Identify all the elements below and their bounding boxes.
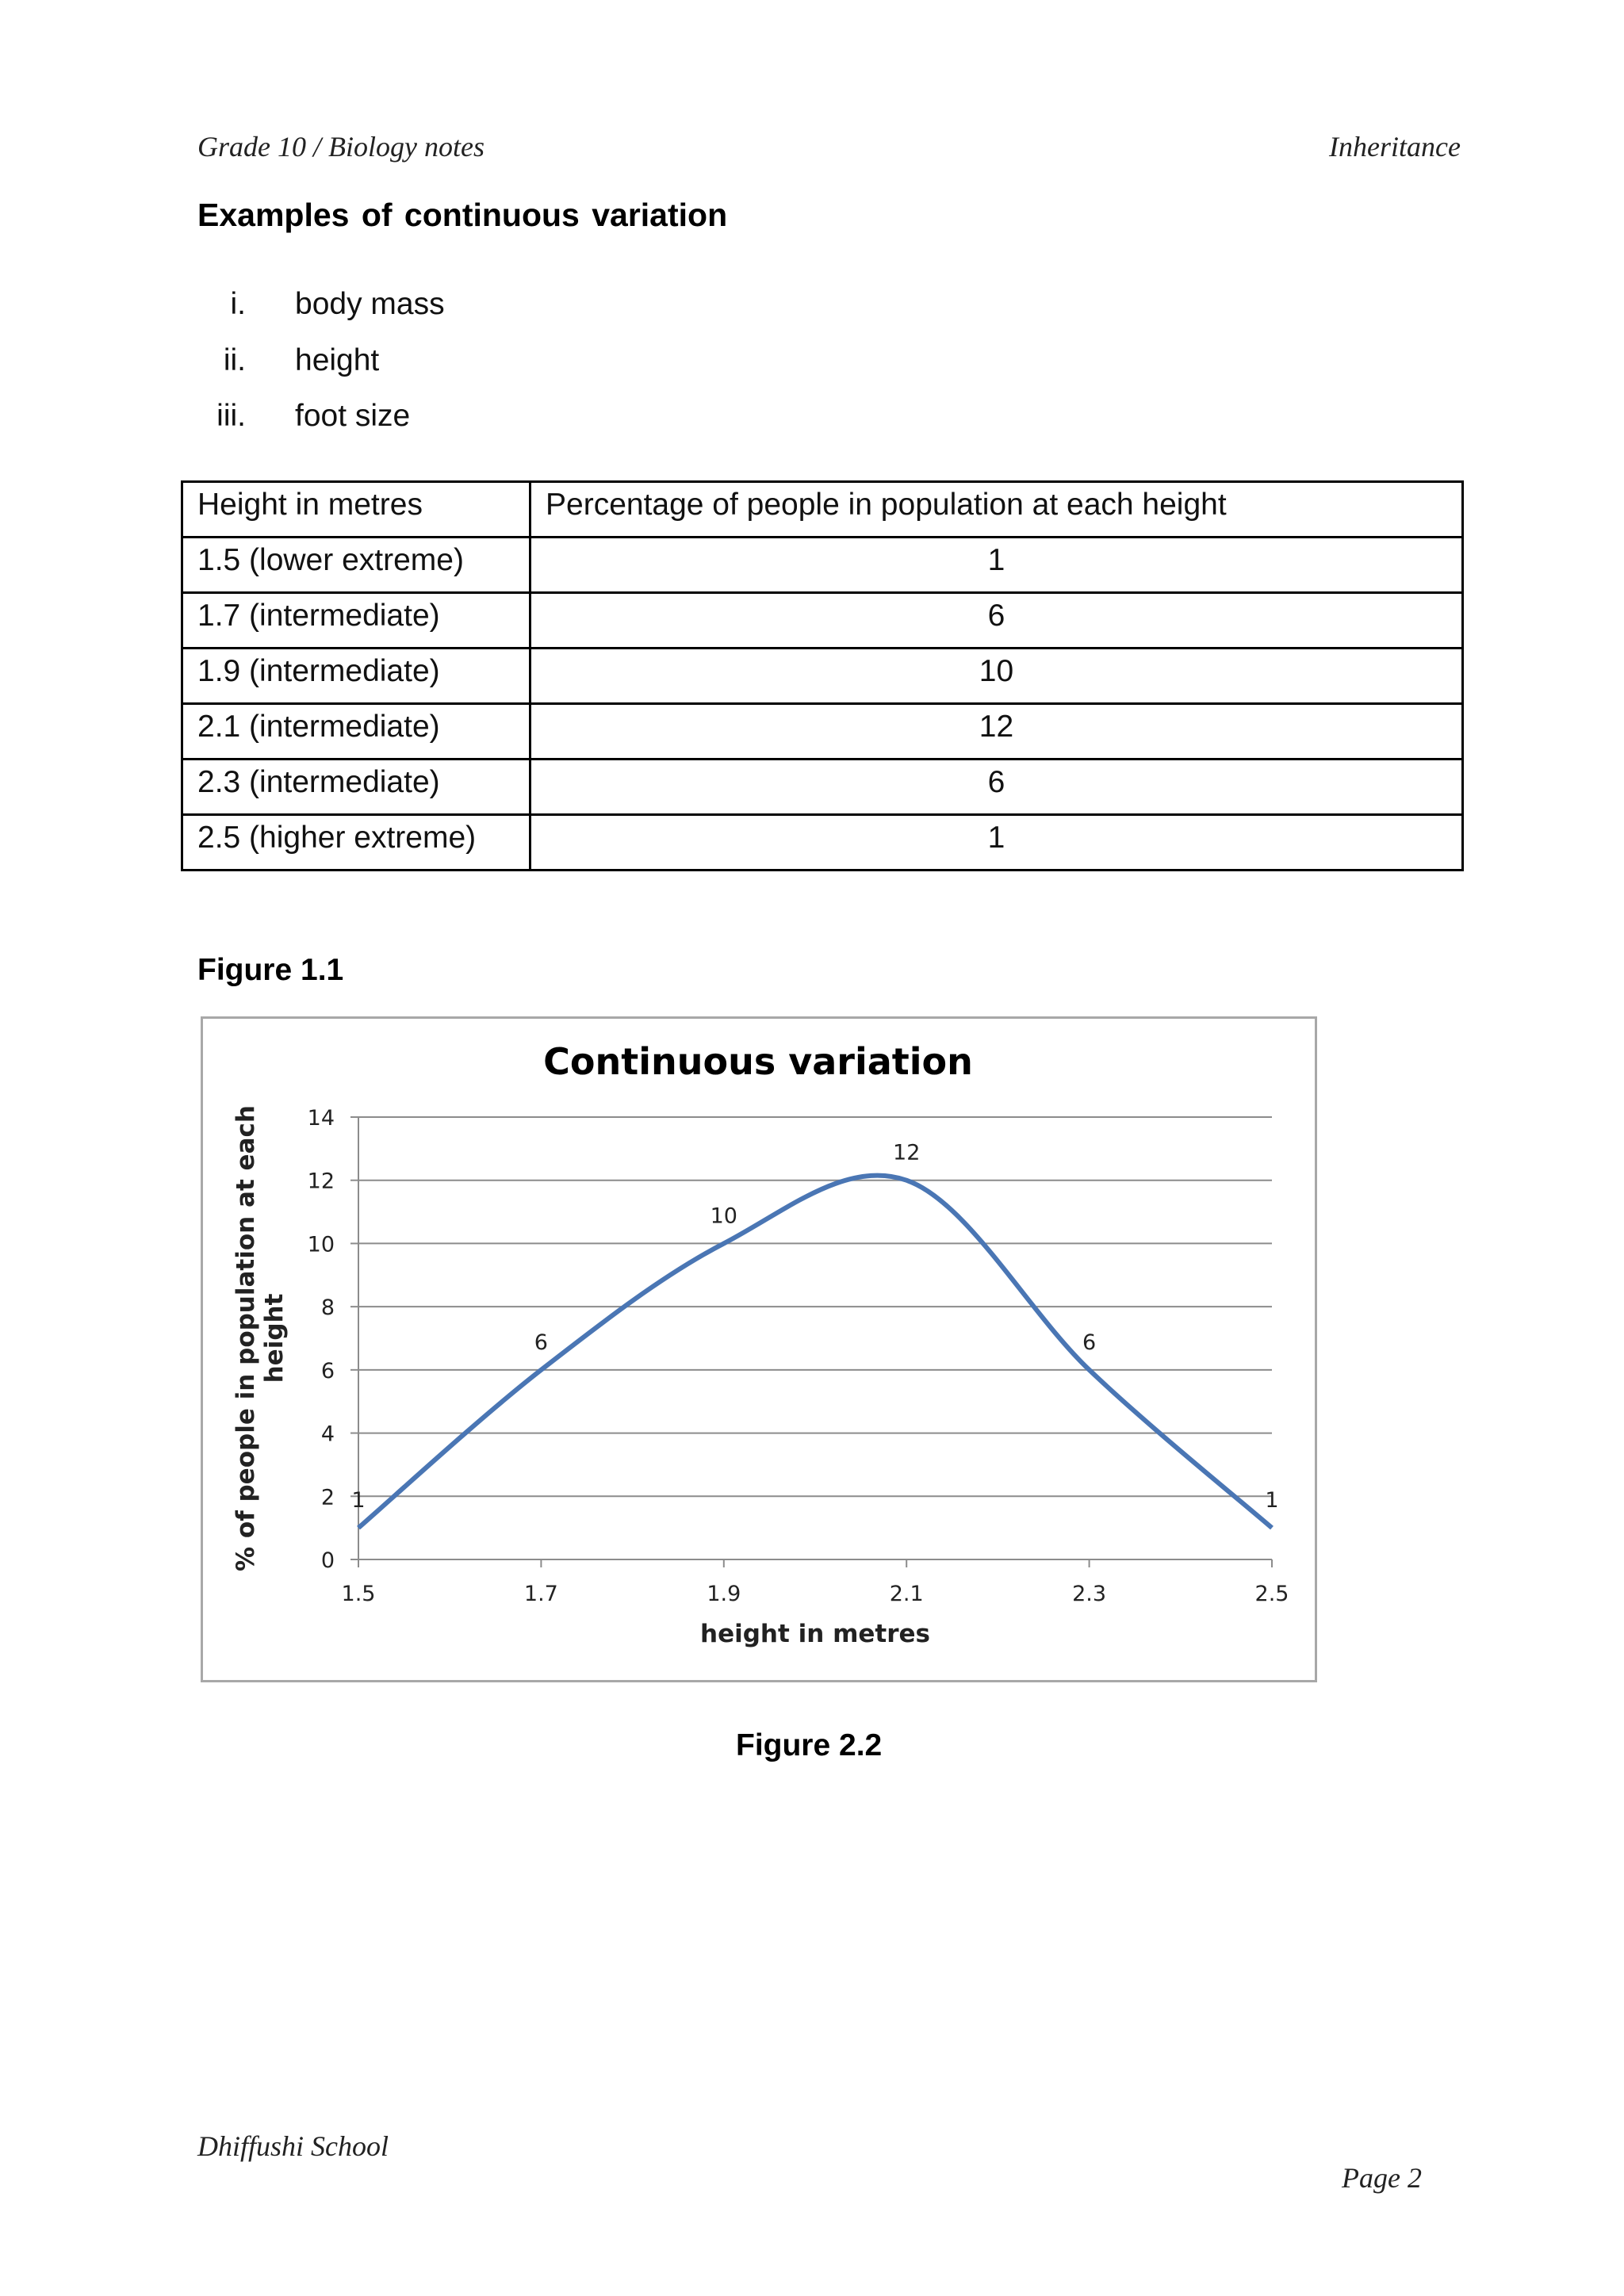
table-header-row xyxy=(182,482,1463,538)
table-header-cell: Percentage of people in population at each height xyxy=(530,482,1463,538)
line-chart xyxy=(203,1019,1315,1680)
page-number: Page 2 xyxy=(1342,2162,1422,2194)
chart-frame xyxy=(201,1016,1317,1682)
header-subject: Grade 10 / Biology notes xyxy=(197,131,485,163)
figure-caption: Figure 2.2 xyxy=(736,1728,883,1762)
table-row xyxy=(182,704,1463,760)
chart-title: Continuous variation xyxy=(543,1040,973,1083)
y-tick-label: 0 xyxy=(320,1548,335,1573)
table-header-cell: Height in metres xyxy=(182,482,530,538)
x-tick-label: 1.7 xyxy=(523,1582,558,1606)
table-row xyxy=(182,760,1463,815)
y-tick-label: 8 xyxy=(320,1295,335,1321)
x-axis-label: height in metres xyxy=(700,1620,930,1648)
y-tick-label: 2 xyxy=(320,1485,335,1510)
series-line xyxy=(358,1176,1272,1529)
table-cell: 10 xyxy=(530,649,1463,704)
y-tick-label: 14 xyxy=(307,1106,335,1131)
figure-label: Figure 1.1 xyxy=(197,953,344,987)
x-tick-label: 1.5 xyxy=(341,1582,376,1606)
table-cell: 6 xyxy=(530,593,1463,649)
footer-school: Dhiffushi School xyxy=(197,2130,389,2162)
data-label: 6 xyxy=(1082,1330,1097,1355)
y-tick-label: 10 xyxy=(307,1232,335,1257)
table-cell: 1.5 (lower extreme) xyxy=(182,538,530,593)
x-tick-label: 2.5 xyxy=(1254,1582,1289,1606)
table-cell: 2.3 (intermediate) xyxy=(182,760,530,815)
data-label: 1 xyxy=(1265,1488,1279,1513)
table-cell: 1.9 (intermediate) xyxy=(182,649,530,704)
table-cell: 2.5 (higher extreme) xyxy=(182,815,530,871)
data-label: 1 xyxy=(351,1488,366,1513)
table-row xyxy=(182,649,1463,704)
table-row xyxy=(182,538,1463,593)
table-cell: 12 xyxy=(530,704,1463,760)
header-topic: Inheritance xyxy=(1329,131,1461,163)
table-cell: 2.1 (intermediate) xyxy=(182,704,530,760)
y-tick-label: 12 xyxy=(307,1169,335,1194)
y-tick-label: 6 xyxy=(320,1358,335,1383)
list-numeral: iii. xyxy=(216,399,246,433)
table-cell: 1.7 (intermediate) xyxy=(182,593,530,649)
y-axis-label: % of people in population at eachheight xyxy=(232,1105,289,1571)
table-cell: 6 xyxy=(530,760,1463,815)
list-text: height xyxy=(295,343,380,377)
table-row xyxy=(182,815,1463,871)
x-tick-label: 1.9 xyxy=(707,1582,741,1606)
x-tick-label: 2.1 xyxy=(889,1582,924,1606)
list-numeral: ii. xyxy=(223,343,246,377)
table-row xyxy=(182,593,1463,649)
data-label: 10 xyxy=(710,1203,737,1229)
y-tick-label: 4 xyxy=(320,1422,335,1447)
section-title: Examples of continuous variation xyxy=(197,197,728,233)
list-text: body mass xyxy=(295,287,445,321)
data-label: 6 xyxy=(534,1330,548,1355)
height-table xyxy=(181,480,1464,871)
x-tick-label: 2.3 xyxy=(1072,1582,1107,1606)
table-cell: 1 xyxy=(530,538,1463,593)
list-numeral: i. xyxy=(230,287,246,321)
list-text: foot size xyxy=(295,399,411,433)
table-cell: 1 xyxy=(530,815,1463,871)
data-label: 12 xyxy=(893,1140,921,1165)
